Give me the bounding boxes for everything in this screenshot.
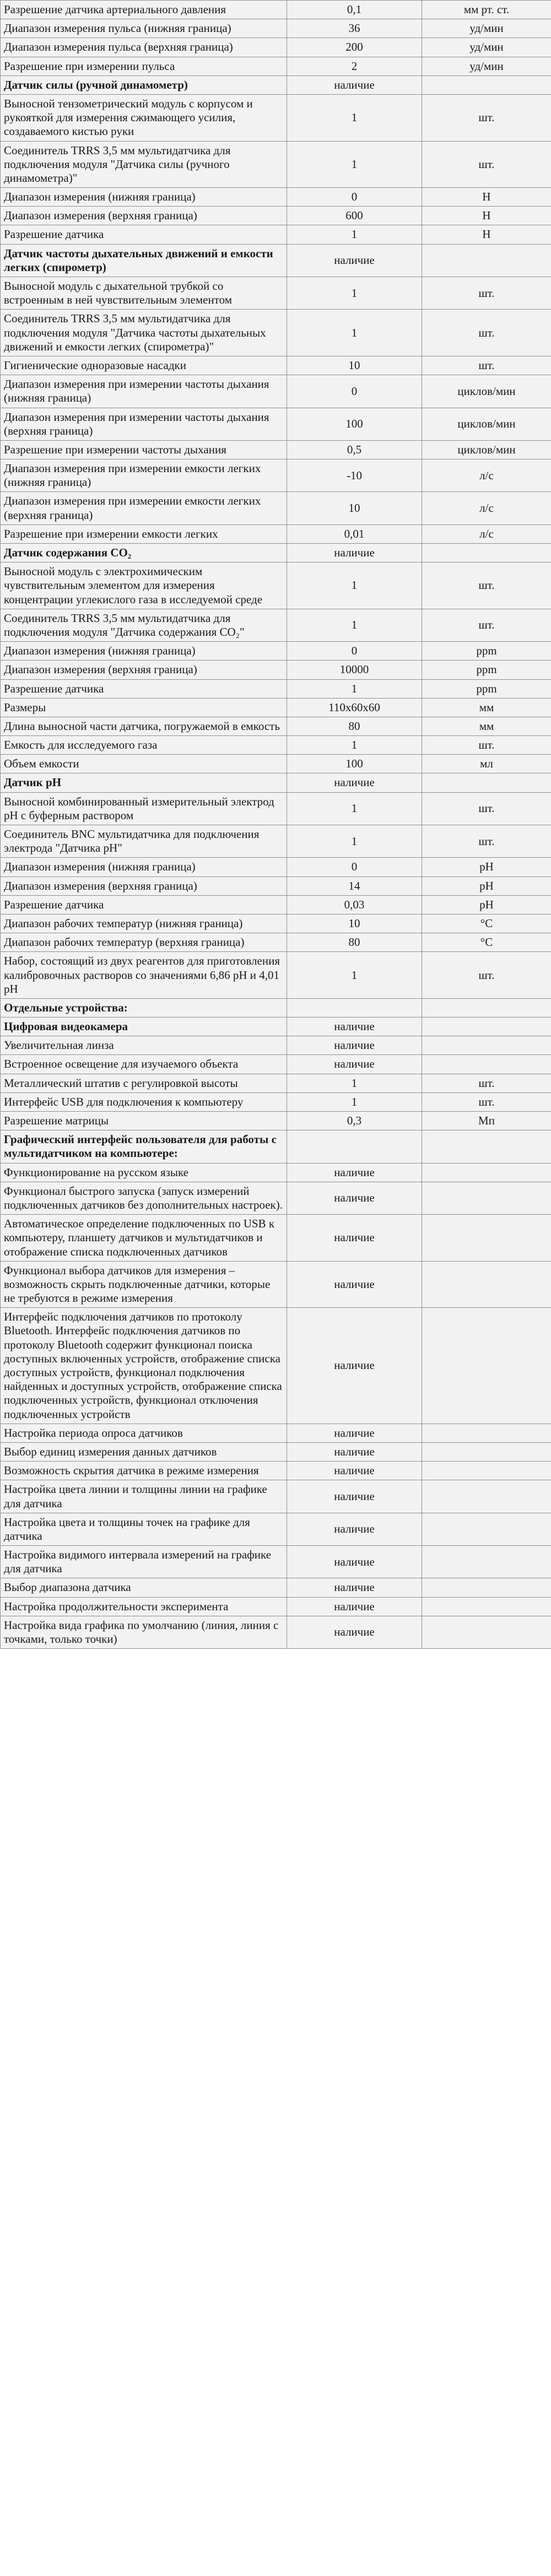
parameter-unit-cell — [422, 998, 551, 1017]
parameter-unit-cell: циклов/мин — [422, 440, 551, 459]
parameter-name-cell: Разрешение при измерении емкости легких — [1, 524, 287, 543]
parameter-value-cell: 200 — [287, 38, 422, 57]
parameter-unit-cell: pH — [422, 895, 551, 914]
parameter-value-cell: наличие — [287, 1597, 422, 1616]
parameter-name-cell: Возможность скрытия датчика в режиме измерения — [1, 1462, 287, 1480]
parameter-unit-cell: циклов/мин — [422, 375, 551, 408]
parameter-unit-cell — [422, 1442, 551, 1461]
table-row — [1, 94, 551, 141]
parameter-name-cell: Цифровая видеокамера — [1, 1018, 287, 1036]
parameter-name-cell: Выбор диапазона датчика — [1, 1578, 287, 1597]
table-row — [1, 1036, 551, 1055]
parameter-name-cell: Гигиенические одноразовые насадки — [1, 356, 287, 375]
parameter-name-cell: Выносной модуль с электрохимическим чувствительным элементом для измерения концентрации углекислого газа в исследуемой среде — [1, 562, 287, 609]
parameter-unit-cell: ppm — [422, 679, 551, 698]
table-row — [1, 1215, 551, 1262]
table-row — [1, 356, 551, 375]
parameter-unit-cell — [422, 1182, 551, 1214]
table-row — [1, 492, 551, 524]
table-row — [1, 642, 551, 661]
table-row — [1, 141, 551, 188]
parameter-unit-cell — [422, 1163, 551, 1182]
parameter-unit-cell — [422, 1261, 551, 1308]
parameter-unit-cell — [422, 1616, 551, 1648]
parameter-name-cell: Настройка цвета линии и толщины линии на графике для датчика — [1, 1480, 287, 1513]
table-row — [1, 1092, 551, 1111]
parameter-name-cell: Диапазон измерения при измерении емкости легких (верхняя граница) — [1, 492, 287, 524]
table-row — [1, 952, 551, 999]
parameter-name-cell: Настройка видимого интервала измерений на графике для датчика — [1, 1546, 287, 1578]
table-row — [1, 1578, 551, 1597]
parameter-name-cell: Диапазон измерения при измерении частоты дыхания (верхняя граница) — [1, 408, 287, 440]
table-row — [1, 914, 551, 933]
table-row — [1, 1074, 551, 1092]
parameter-name-cell: Функционал быстрого запуска (запуск измерений подключенных датчиков без дополнительных настроек). — [1, 1182, 287, 1214]
group-header-row — [1, 1130, 551, 1163]
section-header-row — [1, 544, 551, 562]
table-row — [1, 1597, 551, 1616]
parameter-name-cell: Диапазон рабочих температур (верхняя граница) — [1, 933, 287, 952]
parameter-unit-cell — [422, 75, 551, 94]
table-row — [1, 755, 551, 773]
parameter-value-cell: 0 — [287, 375, 422, 408]
parameter-name-cell: Выбор единиц измерения данных датчиков — [1, 1442, 287, 1461]
parameter-value-cell: 80 — [287, 933, 422, 952]
parameter-name-cell: Выносной тензометрический модуль с корпусом и рукояткой для измерения сжимающего усилия, создаваемого кистью руки — [1, 94, 287, 141]
table-row — [1, 876, 551, 895]
parameter-value-cell: 14 — [287, 876, 422, 895]
parameter-unit-cell: ppm — [422, 661, 551, 679]
parameter-unit-cell — [422, 1597, 551, 1616]
table-row — [1, 1513, 551, 1545]
parameter-unit-cell — [422, 1036, 551, 1055]
table-row — [1, 717, 551, 735]
parameter-name-cell: Диапазон измерения пульса (нижняя граница) — [1, 19, 287, 38]
parameter-value-cell — [287, 1130, 422, 1163]
parameter-value-cell: 600 — [287, 207, 422, 225]
section-header-row — [1, 75, 551, 94]
parameter-value-cell: 1 — [287, 825, 422, 858]
parameter-value-cell: наличие — [287, 1480, 422, 1513]
table-row — [1, 609, 551, 641]
parameter-name-cell: Настройка вида графика по умолчанию (линия, линия с точками, только точки) — [1, 1616, 287, 1648]
table-row — [1, 207, 551, 225]
parameter-value-cell: наличие — [287, 1546, 422, 1578]
parameter-unit-cell — [422, 773, 551, 792]
parameter-unit-cell — [422, 1018, 551, 1036]
parameter-value-cell: наличие — [287, 1462, 422, 1480]
parameter-unit-cell: pH — [422, 858, 551, 876]
parameter-name-cell: Разрешение при измерении пульса — [1, 57, 287, 75]
table-row — [1, 1424, 551, 1442]
parameter-value-cell: 10000 — [287, 661, 422, 679]
parameter-value-cell: 1 — [287, 952, 422, 999]
parameter-value-cell: наличие — [287, 1163, 422, 1182]
parameter-value-cell: 1 — [287, 1074, 422, 1092]
table-row — [1, 408, 551, 440]
parameter-unit-cell: уд/мин — [422, 38, 551, 57]
table-row — [1, 562, 551, 609]
parameter-value-cell: 0,5 — [287, 440, 422, 459]
parameter-unit-cell: шт. — [422, 356, 551, 375]
parameter-unit-cell: шт. — [422, 141, 551, 188]
parameter-unit-cell — [422, 244, 551, 277]
table-row — [1, 310, 551, 356]
parameter-name-cell: Настройка продолжительности эксперимента — [1, 1597, 287, 1616]
parameter-name-cell: Автоматическое определение подключенных по USB к компьютеру, планшету датчиков и мультидатчиков и отображение списка подключенных датчиков — [1, 1215, 287, 1262]
parameter-value-cell: 10 — [287, 492, 422, 524]
parameter-value-cell: 1 — [287, 94, 422, 141]
parameter-name-cell: Разрешение датчика — [1, 895, 287, 914]
table-row — [1, 1, 551, 19]
parameter-unit-cell: мл — [422, 755, 551, 773]
parameter-unit-cell — [422, 1308, 551, 1424]
parameter-unit-cell: Н — [422, 207, 551, 225]
parameter-name-cell: Разрешение датчика артериального давления — [1, 1, 287, 19]
table-row — [1, 698, 551, 717]
parameter-value-cell: наличие — [287, 1018, 422, 1036]
parameter-name-cell: Встроенное освещение для изучаемого объекта — [1, 1055, 287, 1074]
parameter-unit-cell: шт. — [422, 952, 551, 999]
section-header-row — [1, 773, 551, 792]
parameter-name-cell: Диапазон измерения (нижняя граница) — [1, 188, 287, 207]
parameter-unit-cell — [422, 1462, 551, 1480]
table-row — [1, 1480, 551, 1513]
parameter-unit-cell — [422, 1130, 551, 1163]
group-header-row — [1, 998, 551, 1017]
parameter-name-cell: Датчик частоты дыхательных движений и емкости легких (спирометр) — [1, 244, 287, 277]
table-row — [1, 661, 551, 679]
parameter-name-cell: Функционирование на русском языке — [1, 1163, 287, 1182]
parameter-value-cell: наличие — [287, 544, 422, 562]
parameter-unit-cell: мм — [422, 717, 551, 735]
parameter-value-cell: 10 — [287, 356, 422, 375]
parameter-unit-cell — [422, 1578, 551, 1597]
parameter-name-cell: Разрешение датчика — [1, 225, 287, 244]
parameter-unit-cell: шт. — [422, 1074, 551, 1092]
table-row — [1, 57, 551, 75]
parameter-name-cell: Настройка периода опроса датчиков — [1, 1424, 287, 1442]
table-row — [1, 524, 551, 543]
parameter-unit-cell: шт. — [422, 609, 551, 641]
parameter-unit-cell: ppm — [422, 642, 551, 661]
parameter-name-cell: Диапазон измерения (верхняя граница) — [1, 876, 287, 895]
table-row — [1, 679, 551, 698]
parameter-unit-cell: шт. — [422, 94, 551, 141]
parameter-value-cell: 1 — [287, 562, 422, 609]
parameter-unit-cell — [422, 1215, 551, 1262]
parameter-value-cell: наличие — [287, 1261, 422, 1308]
parameter-value-cell: 100 — [287, 755, 422, 773]
parameter-unit-cell: шт. — [422, 825, 551, 858]
parameter-value-cell: наличие — [287, 773, 422, 792]
parameter-name-cell: Соединитель BNC мультидатчика для подключения электрода "Датчика pH" — [1, 825, 287, 858]
parameter-unit-cell: мм рт. ст. — [422, 1, 551, 19]
parameter-name-cell: Длина выносной части датчика, погружаемой в емкость — [1, 717, 287, 735]
parameter-name-cell: Диапазон измерения при измерении емкости легких (нижняя граница) — [1, 459, 287, 492]
parameter-unit-cell: °C — [422, 933, 551, 952]
parameter-unit-cell: шт. — [422, 792, 551, 825]
parameter-name-cell: Разрешение при измерении частоты дыхания — [1, 440, 287, 459]
parameter-unit-cell — [422, 1424, 551, 1442]
table-row — [1, 1546, 551, 1578]
parameter-name-cell: Диапазон измерения (нижняя граница) — [1, 642, 287, 661]
parameter-name-cell: Интерфейс подключения датчиков по протоколу Bluetooth. Интерфейс подключения датчиков по протоколу Bluetooth содержит функционал поиска доступных включенных устройств, отображение списка доступных устройств, функционал подключения найденных и доступных устройств, отображение списка подключенных устройств, функционал отключения подключенных устройств — [1, 1308, 287, 1424]
parameter-value-cell: 0,01 — [287, 524, 422, 543]
parameter-value-cell: 10 — [287, 914, 422, 933]
table-row — [1, 38, 551, 57]
parameter-name-cell: Металлический штатив с регулировкой высоты — [1, 1074, 287, 1092]
parameter-value-cell: 1 — [287, 225, 422, 244]
parameter-name-cell: Выносной модуль с дыхательной трубкой со встроенным в ней чувствительным элементом — [1, 277, 287, 310]
parameter-name-cell: Диапазон измерения при измерении частоты дыхания (нижняя граница) — [1, 375, 287, 408]
parameter-value-cell: 100 — [287, 408, 422, 440]
parameter-value-cell: наличие — [287, 1215, 422, 1262]
table-row — [1, 825, 551, 858]
parameter-name-cell: Датчик pH — [1, 773, 287, 792]
parameter-name-cell: Увеличительная линза — [1, 1036, 287, 1055]
parameter-value-cell: наличие — [287, 244, 422, 277]
parameter-value-cell: 1 — [287, 679, 422, 698]
parameter-value-cell: 2 — [287, 57, 422, 75]
section-header-row — [1, 1018, 551, 1036]
parameter-name-cell: Диапазон измерения (верхняя граница) — [1, 661, 287, 679]
parameter-value-cell: 110х60х60 — [287, 698, 422, 717]
parameter-value-cell: наличие — [287, 1442, 422, 1461]
parameter-name-cell: Датчик содержания CO₂ — [1, 544, 287, 562]
parameter-unit-cell: шт. — [422, 562, 551, 609]
parameter-unit-cell: Мп — [422, 1112, 551, 1130]
parameter-name-cell: Диапазон рабочих температур (нижняя граница) — [1, 914, 287, 933]
parameter-name-cell: Диапазон измерения пульса (верхняя граница) — [1, 38, 287, 57]
parameter-name-cell: Выносной комбинированный измерительный электрод pH с буферным раствором — [1, 792, 287, 825]
parameter-name-cell: Графический интерфейс пользователя для работы с мультидатчиком на компьютере: — [1, 1130, 287, 1163]
parameter-value-cell: наличие — [287, 1616, 422, 1648]
parameter-unit-cell: л/с — [422, 492, 551, 524]
table-row — [1, 895, 551, 914]
table-row — [1, 1182, 551, 1214]
parameter-value-cell — [287, 998, 422, 1017]
parameter-value-cell: 80 — [287, 717, 422, 735]
parameter-unit-cell — [422, 1546, 551, 1578]
parameter-value-cell: наличие — [287, 1578, 422, 1597]
parameter-unit-cell — [422, 1055, 551, 1074]
table-row — [1, 1163, 551, 1182]
parameter-value-cell: 0,1 — [287, 1, 422, 19]
table-row — [1, 1442, 551, 1461]
parameter-value-cell: 0,3 — [287, 1112, 422, 1130]
table-row — [1, 1112, 551, 1130]
parameter-unit-cell — [422, 1480, 551, 1513]
table-row — [1, 933, 551, 952]
parameter-unit-cell: мм — [422, 698, 551, 717]
table-row — [1, 792, 551, 825]
parameter-name-cell: Емкость для исследуемого газа — [1, 736, 287, 755]
parameter-unit-cell: л/с — [422, 459, 551, 492]
table-row — [1, 858, 551, 876]
table-row — [1, 440, 551, 459]
parameter-value-cell: наличие — [287, 1513, 422, 1545]
parameter-value-cell: 1 — [287, 141, 422, 188]
table-row — [1, 1261, 551, 1308]
parameter-unit-cell: pH — [422, 876, 551, 895]
parameter-value-cell: 1 — [287, 792, 422, 825]
parameter-name-cell: Разрешение датчика — [1, 679, 287, 698]
parameter-unit-cell — [422, 544, 551, 562]
parameter-value-cell: 0,03 — [287, 895, 422, 914]
parameter-value-cell: 0 — [287, 642, 422, 661]
parameter-value-cell: наличие — [287, 1182, 422, 1214]
parameter-unit-cell: °C — [422, 914, 551, 933]
parameter-unit-cell — [422, 1513, 551, 1545]
parameter-name-cell: Интерфейс USB для подключения к компьютеру — [1, 1092, 287, 1111]
parameter-value-cell: наличие — [287, 1036, 422, 1055]
parameter-name-cell: Соединитель TRRS 3,5 мм мультидатчика для подключения модуля "Датчика частоты дыхательных движений и емкости легких (спирометра)" — [1, 310, 287, 356]
parameter-value-cell: 1 — [287, 1092, 422, 1111]
table-row — [1, 225, 551, 244]
parameter-unit-cell: Н — [422, 188, 551, 207]
parameter-unit-cell: шт. — [422, 1092, 551, 1111]
section-header-row — [1, 244, 551, 277]
parameter-value-cell: 0 — [287, 188, 422, 207]
parameter-name-cell: Размеры — [1, 698, 287, 717]
table-row — [1, 1616, 551, 1648]
parameter-unit-cell: шт. — [422, 277, 551, 310]
parameter-value-cell: наличие — [287, 1055, 422, 1074]
parameter-value-cell: 1 — [287, 736, 422, 755]
parameter-value-cell: -10 — [287, 459, 422, 492]
table-row — [1, 375, 551, 408]
table-row — [1, 277, 551, 310]
parameter-name-cell: Настройка цвета и толщины точек на графике для датчика — [1, 1513, 287, 1545]
parameter-name-cell: Объем емкости — [1, 755, 287, 773]
specification-table-body — [1, 1, 551, 1649]
parameter-name-cell: Набор, состоящий из двух реагентов для приготовления калибровочных растворов со значениями 6,86 pH и 4,01 pH — [1, 952, 287, 999]
parameter-value-cell: наличие — [287, 75, 422, 94]
table-row — [1, 736, 551, 755]
parameter-unit-cell: шт. — [422, 310, 551, 356]
table-row — [1, 1308, 551, 1424]
parameter-name-cell: Функционал выбора датчиков для измерения – возможность скрыть подключенные датчики, которые не требуются в режиме измерения — [1, 1261, 287, 1308]
parameter-value-cell: 1 — [287, 277, 422, 310]
parameter-name-cell: Разрешение матрицы — [1, 1112, 287, 1130]
table-row — [1, 188, 551, 207]
parameter-unit-cell: циклов/мин — [422, 408, 551, 440]
table-row — [1, 19, 551, 38]
parameter-unit-cell: уд/мин — [422, 19, 551, 38]
parameter-name-cell: Соединитель TRRS 3,5 мм мультидатчика для подключения модуля "Датчика силы (ручного динамометра)" — [1, 141, 287, 188]
parameter-unit-cell: л/с — [422, 524, 551, 543]
table-row — [1, 1462, 551, 1480]
parameter-value-cell: наличие — [287, 1424, 422, 1442]
parameter-value-cell: 1 — [287, 609, 422, 641]
parameter-name-cell: Диапазон измерения (верхняя граница) — [1, 207, 287, 225]
table-row — [1, 459, 551, 492]
parameter-value-cell: 1 — [287, 310, 422, 356]
parameter-name-cell: Диапазон измерения (нижняя граница) — [1, 858, 287, 876]
parameter-value-cell: 0 — [287, 858, 422, 876]
parameter-unit-cell: шт. — [422, 736, 551, 755]
parameter-unit-cell: Н — [422, 225, 551, 244]
parameter-unit-cell: уд/мин — [422, 57, 551, 75]
table-row — [1, 1055, 551, 1074]
parameter-name-cell: Отдельные устройства: — [1, 998, 287, 1017]
parameter-name-cell: Датчик силы (ручной динамометр) — [1, 75, 287, 94]
parameter-value-cell: 36 — [287, 19, 422, 38]
parameter-value-cell: наличие — [287, 1308, 422, 1424]
parameter-name-cell: Соединитель TRRS 3,5 мм мультидатчика для подключения модуля "Датчика содержания CO₂" — [1, 609, 287, 641]
